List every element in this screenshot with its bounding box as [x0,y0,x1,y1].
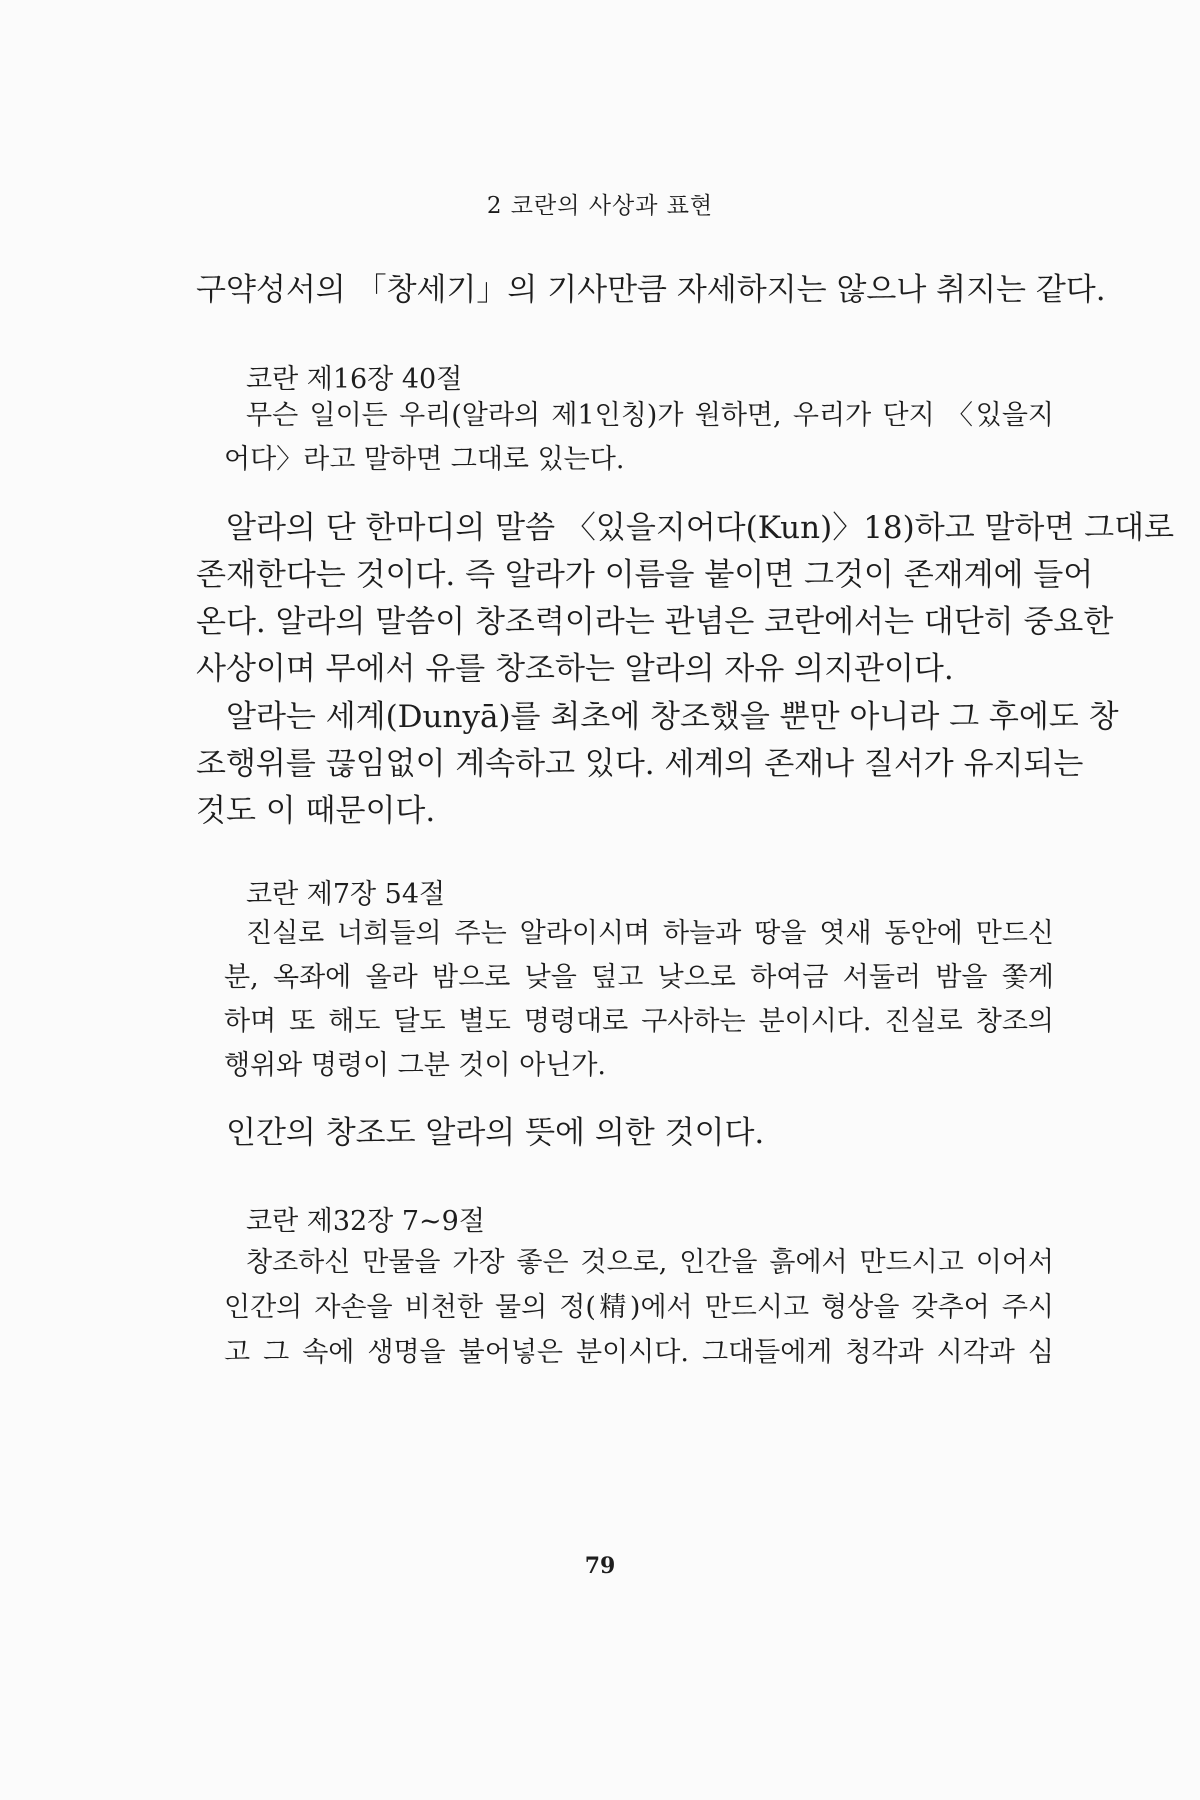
quote1-line: 무슨 일이든 우리(알라의 제1인칭)가 원하면, 우리가 단지 〈있을지 [246,400,1054,431]
paragraph2-line: 인간의 창조도 알라의 뜻에 의한 것이다. [226,1115,765,1151]
paragraph1-line: 온다. 알라의 말씀이 창조력이라는 관념은 코란에서는 대단히 중요한 [196,604,1114,640]
quote3-line: 인간의 자손을 비천한 물의 정(精)에서 만드시고 형상을 갖추어 주시 [224,1292,1054,1323]
paragraph1-line: 알라는 세계(Dunyā)를 최초에 창조했을 뿐만 아니라 그 후에도 창 [226,699,1119,735]
quote3-line: 창조하신 만물을 가장 좋은 것으로, 인간을 흙에서 만드시고 이어서 [246,1247,1054,1278]
quote3-line: 고 그 속에 생명을 불어넣은 분이시다. 그대들에게 청각과 시각과 심 [224,1337,1054,1368]
page-number: 79 [584,1553,616,1579]
quote2-line: 분, 옥좌에 올라 밤으로 낮을 덮고 낮으로 하여금 서둘러 밤을 쫓게 [224,962,1054,993]
paragraph1-line: 존재한다는 것이다. 즉 알라가 이름을 붙이면 그것이 존재계에 들어 [196,557,1094,593]
quote2-line: 진실로 너희들의 주는 알라이시며 하늘과 땅을 엿새 동안에 만드신 [246,918,1054,949]
quote3-reference: 코란 제32장 7~9절 [246,1206,485,1237]
quote2-line: 행위와 명령이 그분 것이 아닌가. [224,1050,606,1081]
paragraph1-line: 조행위를 끊임없이 계속하고 있다. 세계의 존재나 질서가 유지되는 [196,746,1084,782]
paragraph1-line: 것도 이 때문이다. [196,793,436,829]
quote2-line: 하며 또 해도 달도 별도 명령대로 구사하는 분이시다. 진실로 창조의 [224,1006,1054,1037]
paragraph1-line: 알라의 단 한마디의 말씀 〈있을지어다(Kun)〉18)하고 말하면 그대로 [226,510,1175,546]
quote1-line: 어다〉라고 말하면 그대로 있는다. [224,444,625,475]
quote1-reference: 코란 제16장 40절 [246,364,463,395]
paragraph1-line: 사상이며 무에서 유를 창조하는 알라의 자유 의지관이다. [196,651,954,687]
quote2-reference: 코란 제7장 54절 [246,879,446,910]
running-header: 2 코란의 사상과 표현 [486,193,714,219]
intro-line: 구약성서의 「창세기」의 기사만큼 자세하지는 않으나 취지는 같다. [196,272,1106,308]
